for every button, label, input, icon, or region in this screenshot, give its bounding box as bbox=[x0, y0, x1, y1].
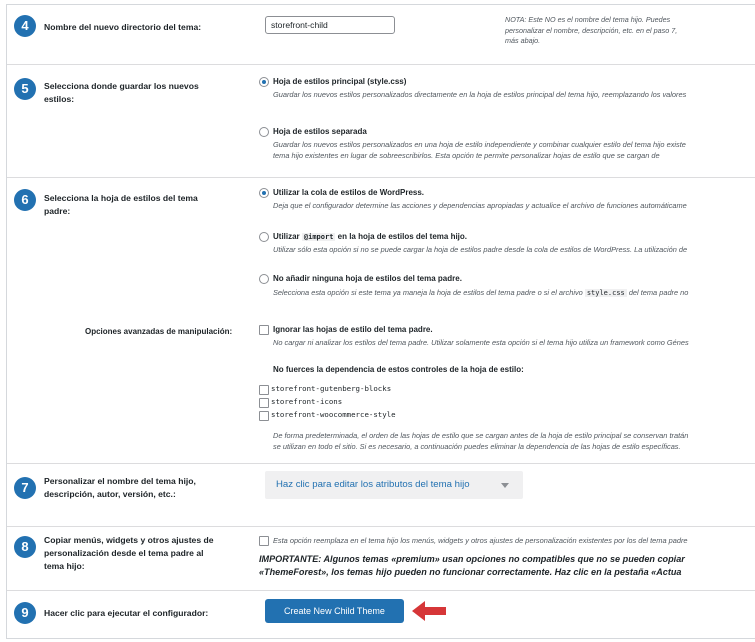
step-number-badge: 7 bbox=[14, 477, 36, 499]
warning-line: «ThemeForest», los temas hijo pueden no funcionar correctamente. Haz clic en la pestaña «Actua bbox=[259, 567, 682, 577]
label-line: Selecciona la hoja de estilos del tema bbox=[44, 193, 198, 203]
label-line: personalización desde el tema padre al bbox=[44, 548, 204, 558]
radio-no-parent-stylesheet[interactable] bbox=[259, 274, 269, 284]
label-text: Utilizar bbox=[273, 232, 302, 241]
label-line: padre: bbox=[44, 206, 71, 216]
step-8-label bbox=[44, 534, 214, 573]
advanced-options-label: Opciones avanzadas de manipulación: bbox=[85, 327, 233, 336]
step-4-label: Nombre del nuevo directorio del tema: bbox=[44, 22, 202, 32]
option-wp-queue-desc: Deja que el configurador determine las acciones y dependencias apropiadas y actualice el archivo de funciones automáticame bbox=[273, 201, 687, 210]
dependency-label: storefront-gutenberg-blocks bbox=[271, 384, 392, 393]
option-main-stylesheet-label: Hoja de estilos principal (style.css) bbox=[273, 77, 407, 86]
label-line: tema hijo: bbox=[44, 561, 85, 571]
ignore-parent-styles-checkbox[interactable] bbox=[259, 325, 269, 335]
note-line: se utilizan en todo el sitio. Si es necesario, a continuación puedes eliminar la dependencia de las hojas de estilo específicas. bbox=[273, 442, 681, 451]
label-line: Copiar menús, widgets y otros ajustes de bbox=[44, 535, 214, 545]
dropdown-label: Haz clic para editar los atributos del tema hijo bbox=[276, 479, 470, 490]
step-number-badge: 4 bbox=[14, 15, 36, 37]
dependency-checkbox[interactable] bbox=[259, 398, 269, 408]
step-8-row bbox=[7, 527, 755, 591]
step-5-label bbox=[44, 80, 199, 106]
dependency-note bbox=[273, 430, 688, 452]
label-line: Personalizar el nombre del tema hijo, bbox=[44, 476, 196, 486]
dependency-checkbox[interactable] bbox=[259, 411, 269, 421]
triangle-down-icon bbox=[501, 483, 509, 488]
arrow-left-icon bbox=[410, 599, 448, 623]
desc-text: Selecciona esta opción si este tema ya maneja la hoja de estilos del tema padre o si el archivo bbox=[273, 288, 585, 297]
option-import-desc: Utilizar sólo esta opción si no se puede cargar la hoja de estilos padre desde la cola de estilos de WordPress. La utilización de bbox=[273, 245, 688, 254]
dependency-label: storefront-woocommerce-style bbox=[271, 410, 396, 419]
dependency-checkbox[interactable] bbox=[259, 385, 269, 395]
option-no-parent-label: No añadir ninguna hoja de estilos del tema padre. bbox=[273, 274, 462, 283]
step-5-row bbox=[7, 65, 755, 178]
step-number-badge: 9 bbox=[14, 602, 36, 624]
note-line: personalizar el nombre, descripción, etc. en el paso 7, bbox=[505, 25, 678, 35]
label-line: descripción, autor, versión, etc.: bbox=[44, 489, 176, 499]
copy-settings-checkbox[interactable] bbox=[259, 536, 269, 546]
step-number-badge: 8 bbox=[14, 536, 36, 558]
note-line: De forma predeterminada, el orden de las hojas de estilo que se cargan antes de la hoja de estilo principal se conservan tratán bbox=[273, 431, 689, 440]
label-line: Selecciona donde guardar los nuevos bbox=[44, 81, 199, 91]
radio-import[interactable] bbox=[259, 232, 269, 242]
note-line: más abajo. bbox=[505, 36, 541, 45]
step-9-row bbox=[7, 591, 755, 638]
radio-main-stylesheet[interactable] bbox=[259, 77, 269, 87]
step-7-row bbox=[7, 464, 755, 527]
step-6-label bbox=[44, 192, 198, 218]
step-9-label: Hacer clic para ejecutar el configurador: bbox=[44, 608, 209, 618]
create-child-theme-button[interactable]: Create New Child Theme bbox=[265, 599, 404, 623]
desc-text: del tema padre no bbox=[626, 288, 689, 297]
option-no-parent-desc bbox=[273, 287, 688, 299]
configurator-form bbox=[6, 4, 755, 639]
dependency-label: storefront-icons bbox=[271, 397, 343, 406]
desc-line: tema hijo existentes en lugar de sobreescribirlos. Esta opción te permite personalizar hojas de estilo que se cargan de bbox=[273, 151, 660, 160]
ignore-parent-styles-desc: No cargar ni analizar los estilos del tema padre. Utilizar solamente esta opción si el tema hijo utiliza un framework como Génes bbox=[273, 338, 689, 347]
label-line: estilos: bbox=[44, 94, 75, 104]
copy-settings-desc: Esta opción reemplaza en el tema hijo los menús, widgets y otros ajustes de personalización existentes por los del tema padre bbox=[273, 536, 688, 545]
edit-attributes-dropdown[interactable] bbox=[265, 471, 523, 499]
option-separate-stylesheet-label: Hoja de estilos separada bbox=[273, 127, 367, 136]
option-import-label bbox=[273, 232, 467, 241]
style-css-code: style.css bbox=[586, 289, 625, 297]
directory-name-input[interactable] bbox=[265, 16, 395, 34]
option-main-stylesheet-desc: Guardar los nuevos estilos personalizados directamente en la hoja de estilos principal del tema hijo, reemplazando los valores bbox=[273, 90, 687, 99]
note-line: NOTA: Este NO es el nombre del tema hijo. Puedes bbox=[505, 15, 671, 24]
step-4-row bbox=[7, 5, 755, 65]
step-6-row bbox=[7, 178, 755, 464]
label-text: en la hoja de estilos del tema hijo. bbox=[335, 232, 468, 241]
step-7-label bbox=[44, 475, 196, 501]
warning-line: IMPORTANTE: Algunos temas «premium» usan opciones no compatibles que no se pueden copiar bbox=[259, 554, 685, 564]
option-wp-queue-label: Utilizar la cola de estilos de WordPress. bbox=[273, 188, 425, 197]
ignore-parent-styles-label: Ignorar las hojas de estilo del tema padre. bbox=[273, 325, 433, 334]
import-code: @import bbox=[303, 233, 334, 241]
important-warning bbox=[259, 553, 685, 579]
dependency-heading: No fuerces la dependencia de estos controles de la hoja de estilo: bbox=[273, 365, 524, 374]
radio-wp-queue[interactable] bbox=[259, 188, 269, 198]
radio-separate-stylesheet[interactable] bbox=[259, 127, 269, 137]
desc-line: Guardar los nuevos estilos personalizados en una hoja de estilo independiente y combinar cualquier estilo del tema hijo existe bbox=[273, 140, 686, 149]
option-separate-stylesheet-desc bbox=[273, 139, 686, 161]
directory-note bbox=[505, 15, 677, 47]
step-number-badge: 6 bbox=[14, 189, 36, 211]
step-number-badge: 5 bbox=[14, 78, 36, 100]
